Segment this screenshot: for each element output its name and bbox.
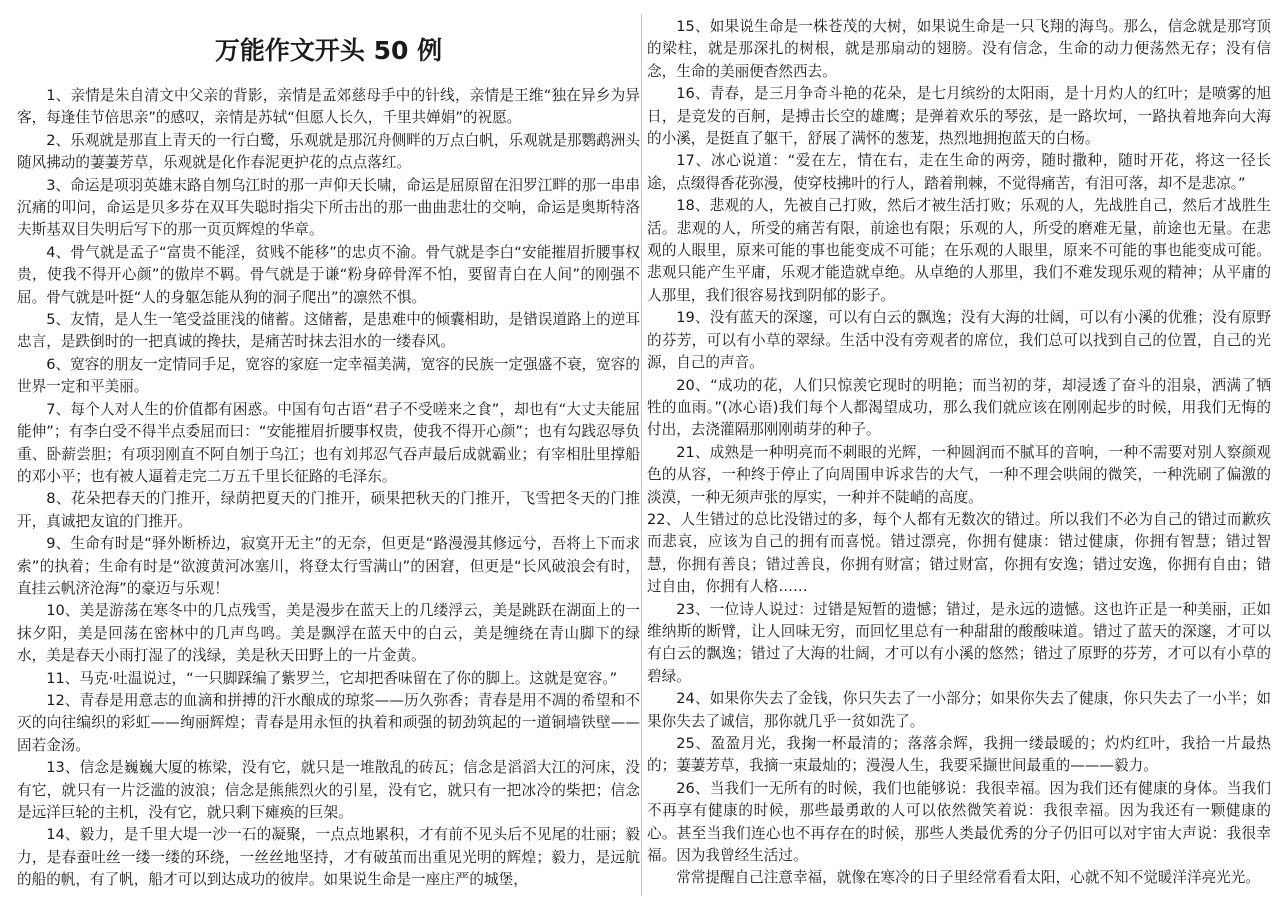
right-column: [647, 0, 1271, 890]
paragraph-11: 11、马克·吐温说过，“一只脚踩编了紫罗兰，它却把香味留在了你的脚上。这就是宽容。”: [46, 669, 618, 687]
paragraph-4: 4、骨气就是孟子“富贵不能淫，贫贱不能移”的忠贞不渝。骨气就是李白“安能摧眉折腰事权贵，使我不得开心颜”的傲岸不羁。骨气就是于谦“粉身碎骨浑不怕，要留青白在人间”的刚强不屈。骨气就是叶挺“人的身躯怎能从狗的洞子爬出”的凛然不惧。: [17, 243, 640, 306]
paragraph-9: 9、生命有时是“驿外断桥边，寂寞开无主”的无奈，但更是“路漫漫其修远兮，吾将上下而求索”的执着；生命有时是“欲渡黄河冰塞川，将登太行雪满山”的困窘，但更是“长风破浪会有时，直挂云帆济沧海”的豪迈与乐观！: [17, 535, 640, 597]
paragraph-21: 21、成熟是一种明亮而不刺眼的光辉，一种圆润而不腻耳的音响，一种不需要对别人察颜观色的从容，一种终于停止了向周围申诉求告的大气，一种不理会哄闹的微笑，一种洗刷了偏激的淡漠，一种无须声张的厚实，一种并不陡峭的高度。: [647, 443, 1271, 506]
paragraph-25: 25、盈盈月光，我掬一杯最清的；落落余辉，我拥一缕最暖的；灼灼红叶，我拾一片最热的；萋萋芳草，我摘一束最灿的；漫漫人生，我要采撷世间最重的———毅力。: [647, 735, 1271, 775]
paragraph-7: 7、每个人对人生的价值都有困惑。中国有句古语“君子不受嗟来之食”，却也有“大丈夫能屈能伸”；有李白受不得半点委屈而曰：“安能摧眉折腰事权贵，使我不得开心颜”；也有勾践忍辱负重、卧薪尝胆；有项羽刚直不阿自刎于乌江；也有刘邦忍气吞声最后成就霸业；有宰相肚里撑船的邓小平；也有被人逼着走完二万五千里长征路的毛泽东。: [17, 400, 640, 485]
paragraph-26: 26、当我们一无所有的时候，我们也能够说：我很幸福。因为我们还有健康的身体。当我们不再享有健康的时候，那些最勇敢的人可以依然微笑着说：我很幸福。因为我还有一颗健康的心。甚至当我们连心也不再存在的时候，那些人类最优秀的分子仍旧可以对宇宙大声说：我很幸福。因为我曾经生活过。: [647, 779, 1271, 865]
paragraph-6: 6、宽容的朋友一定情同手足，宽容的家庭一定幸福美满，宽容的民族一定强盛不衰，宽容的世界一定和平美丽。: [17, 355, 640, 396]
paragraph-16: 16、青春，是三月争奇斗艳的花朵，是七月缤纷的太阳雨，是十月灼人的红叶；是喷雾的旭日，是竞发的百舸，是搏击长空的雄鹰；是弹着欢乐的琴弦，是一路坎坷，一路执着地奔向大海的小溪，是挺直了躯干，舒展了满怀的葱茏，热烈地拥抱蓝天的白杨。: [647, 85, 1271, 148]
paragraph-22: 22、人生错过的总比没错过的多，每个人都有无数次的错过。所以我们不必为自己的错过而歉疚而悲哀，应该为自己的拥有而喜悦。错过漂亮，你拥有健康：错过健康，你拥有智慧；错过智慧，你拥有善良；错过善良，你拥有财富；错过财富，你拥有安逸；错过安逸，你拥有自由；错过自由，你拥有人格……: [647, 510, 1271, 596]
paragraph-18: 18、悲观的人，先被自己打败，然后才被生活打败；乐观的人，先战胜自己，然后才战胜生活。悲观的人，所受的痛苦有限，前途也有限；乐观的人，所受的磨难无量，前途也无量。在悲观的人眼里，原来可能的事也能变成不可能；在乐观的人眼里，原来不可能的事也能变成可能。悲观只能产生平庸，乐观才能造就卓绝。从卓绝的人那里，我们不难发现乐观的精神；从平庸的人那里，我们很容易找到阴郁的影子。: [647, 197, 1271, 304]
paragraph-10: 10、美是游荡在寒冬中的几点残雪，美是漫步在蓝天上的几缕浮云，美是跳跃在湖面上的一抹夕阳，美是回荡在密林中的几声鸟鸣。美是飘浮在蓝天中的白云，美是缠绕在青山脚下的绿水，美是春天小雨打湿了的浅绿，美是秋天田野上的一片金黄。: [17, 602, 640, 665]
paragraph-24: 24、如果你失去了金钱，你只失去了一小部分；如果你失去了健康，你只失去了一小半；如果你失去了诚信，那你就几乎一贫如洗了。: [647, 690, 1271, 730]
paragraph-3: 3、命运是项羽英雄末路自刎乌江时的那一声仰天长啸，命运是屈原留在汨罗江畔的那一串串沉痛的叩问，命运是贝多芬在双耳失聪时指尖下所击出的那一曲曲悲壮的交响，命运是奥斯特洛夫斯基双目失明后写下的那一页页辉煌的华章。: [17, 176, 640, 239]
paragraph-2: 2、乐观就是那直上青天的一行白鹭，乐观就是那沉舟侧畔的万点白帆，乐观就是那鹦鹉洲头随风拂动的萋萋芳草，乐观就是化作春泥更护花的点点落红。: [17, 131, 640, 172]
column-divider: [641, 14, 642, 896]
paragraph-8: 8、花朵把春天的门推开，绿荫把夏天的门推开，硕果把秋天的门推开，飞雪把冬天的门推开，真诚把友谊的门推开。: [17, 490, 640, 530]
closing-paragraph: 常常提醒自己注意幸福，就像在寒冷的日子里经常看看太阳，心就不知不觉暖洋洋亮光光。: [676, 869, 1260, 887]
paragraph-19: 19、没有蓝天的深邃，可以有白云的飘逸；没有大海的壮阔，可以有小溪的优雅；没有原野的芬芳，可以有小草的翠绿。生活中没有旁观者的席位，我们总可以找到自己的位置，自己的光源，自己的声音。: [647, 309, 1271, 372]
paragraph-12: 12、青春是用意志的血滴和拼搏的汗水酿成的琼浆——历久弥香；青春是用不凋的希望和不灭的向往编织的彩虹——绚丽辉煌；青春是用永恒的执着和顽强的韧劲筑起的一道铜墙铁壁——固若金汤。: [17, 691, 640, 754]
paragraph-23: 23、一位诗人说过：过错是短暂的遗憾；错过，是永远的遗憾。这也许正是一种美丽，正如维纳斯的断臂，让人回味无穷，而回忆里总有一种甜甜的酸酸味道。错过了蓝天的深邃，才可以有白云的飘逸；错过了大海的壮阔，才可以有小溪的悠然；错过了原野的芬芳，才可以有小草的碧绿。: [647, 600, 1271, 685]
left-column: [17, 0, 640, 892]
paragraph-14: 14、毅力，是千里大堤一沙一石的凝聚，一点点地累积，才有前不见头后不见尾的壮丽；毅力，是春蚕吐丝一缕一缕的环绕，一丝丝地坚持，才有破茧而出重见光明的辉煌；毅力，是远航的船的帆，有了帆，船才可以到达成功的彼岸。如果说生命是一座庄严的城堡，: [17, 826, 640, 889]
paragraph-5: 5、友情，是人生一笔受益匪浅的储蓄。这储蓄，是患难中的倾囊相助，是错误道路上的逆耳忠言，是跌倒时的一把真诚的搀扶，是痛苦时抹去泪水的一缕春风。: [17, 311, 640, 351]
paragraph-20: 20、“成功的花，人们只惊羡它现时的明艳；而当初的芽，却浸透了奋斗的泪泉，洒满了牺牲的血雨。”(冰心语)我们每个人都渴望成功，那么我们就应该在刚刚起步的时候，用我们无悔的付出，去浇灌隔那刚刚萌芽的种子。: [647, 376, 1271, 439]
paragraph-15: 15、如果说生命是一株苍茂的大树，如果说生命是一只飞翔的海鸟。那么，信念就是那穹顶的梁柱，就是那深扎的树根，就是那扇动的翅膀。没有信念，生命的动力便荡然无存；没有信念，生命的美丽便杳然西去。: [647, 18, 1271, 80]
paragraph-13: 13、信念是巍巍大厦的栋梁，没有它，就只是一堆散乱的砖瓦；信念是滔滔大江的河床，没有它，就只有一片泛滥的波浪；信念是熊熊烈火的引星，没有它，就只有一把冰冷的柴把；信念是远洋巨轮的主机，没有它，就只剩下瘫痪的巨架。: [17, 759, 640, 821]
paragraph-17: 17、冰心说道：“爱在左，情在右，走在生命的两旁，随时撒种，随时开花，将这一径长途，点缀得香花弥漫，使穿枝拂叶的行人，踏着荆棘，不觉得痛苦，有泪可落，却不是悲凉。”: [647, 152, 1271, 192]
paragraph-1: 1、亲情是朱自清文中父亲的背影，亲情是孟郊慈母手中的针线，亲情是王维“独在异乡为异客，每逢佳节倍思亲”的感叹，亲情是苏轼“但愿人长久，千里共婵娟”的祝愿。: [17, 87, 640, 127]
document-title: 万能作文开头 50 例: [214, 36, 443, 65]
